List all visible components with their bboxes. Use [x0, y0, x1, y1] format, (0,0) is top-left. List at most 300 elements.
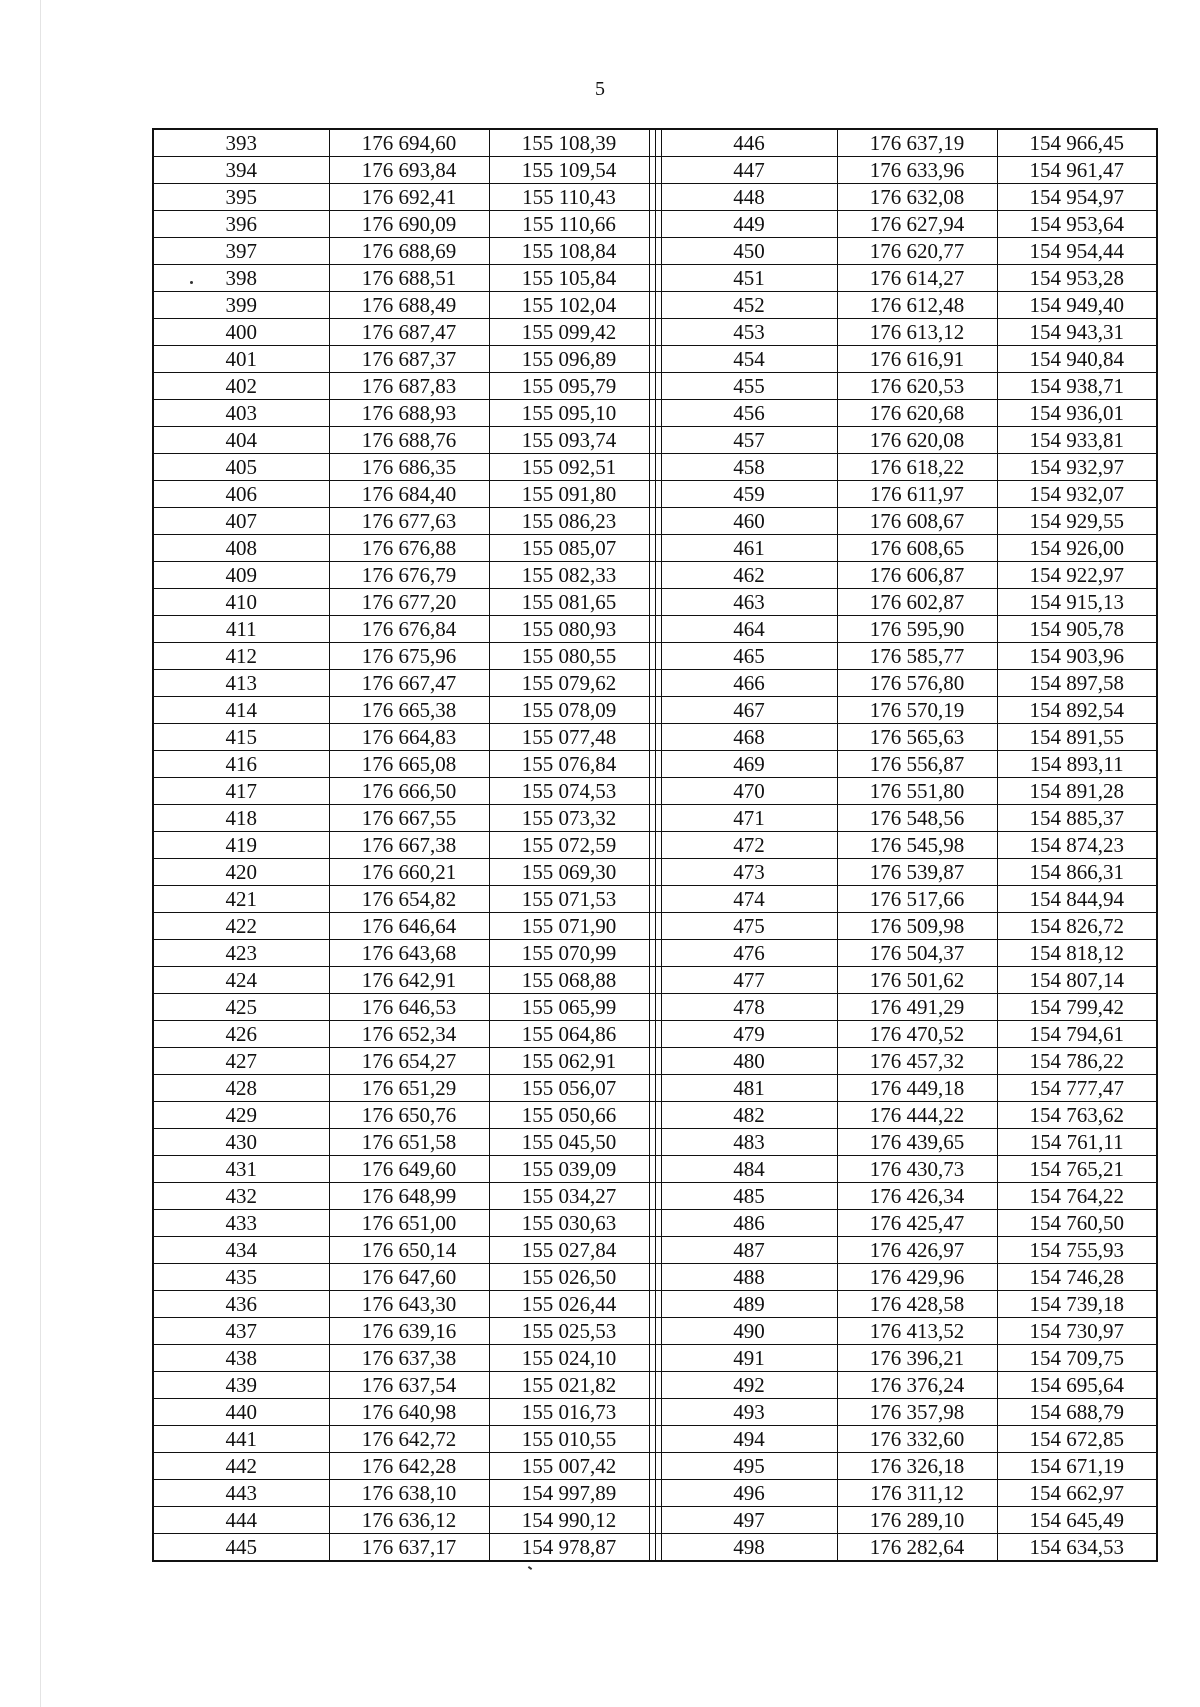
table-row: [153, 1480, 1157, 1507]
table-row: [153, 1372, 1157, 1399]
stray-tick-mark: [528, 1566, 532, 1570]
right-y-coordinate-cell: 154 891,55: [997, 724, 1157, 751]
left-x-coordinate-cell: 176 637,17: [329, 1534, 489, 1562]
right-point-number-cell: 449: [661, 211, 837, 238]
left-x-coordinate-cell: 176 640,98: [329, 1399, 489, 1426]
table-row: [153, 1075, 1157, 1102]
left-point-number-cell: 440: [153, 1399, 329, 1426]
left-y-coordinate-cell: 155 073,32: [489, 805, 649, 832]
left-point-number-cell: 429: [153, 1102, 329, 1129]
left-point-number-cell: 439: [153, 1372, 329, 1399]
left-point-number-cell: 428: [153, 1075, 329, 1102]
right-x-coordinate-cell: 176 545,98: [837, 832, 997, 859]
left-point-number-cell: 426: [153, 1021, 329, 1048]
left-x-coordinate-cell: 176 688,49: [329, 292, 489, 319]
left-x-coordinate-cell: 176 667,38: [329, 832, 489, 859]
left-point-number-cell: 398: [153, 265, 329, 292]
right-x-coordinate-cell: 176 548,56: [837, 805, 997, 832]
right-x-coordinate-cell: 176 565,63: [837, 724, 997, 751]
right-point-number-cell: 448: [661, 184, 837, 211]
right-x-coordinate-cell: 176 637,19: [837, 129, 997, 157]
left-y-coordinate-cell: 155 092,51: [489, 454, 649, 481]
left-point-number-cell: 394: [153, 157, 329, 184]
left-y-coordinate-cell: 155 099,42: [489, 319, 649, 346]
right-x-coordinate-cell: 176 311,12: [837, 1480, 997, 1507]
left-y-coordinate-cell: 155 076,84: [489, 751, 649, 778]
table-row: [153, 184, 1157, 211]
right-y-coordinate-cell: 154 954,97: [997, 184, 1157, 211]
table-row: [153, 1345, 1157, 1372]
right-y-coordinate-cell: 154 874,23: [997, 832, 1157, 859]
left-y-coordinate-cell: 155 025,53: [489, 1318, 649, 1345]
left-point-number-cell: 413: [153, 670, 329, 697]
left-x-coordinate-cell: 176 692,41: [329, 184, 489, 211]
right-y-coordinate-cell: 154 671,19: [997, 1453, 1157, 1480]
right-x-coordinate-cell: 176 633,96: [837, 157, 997, 184]
right-x-coordinate-cell: 176 326,18: [837, 1453, 997, 1480]
right-y-coordinate-cell: 154 926,00: [997, 535, 1157, 562]
right-point-number-cell: 497: [661, 1507, 837, 1534]
right-point-number-cell: 469: [661, 751, 837, 778]
right-x-coordinate-cell: 176 426,34: [837, 1183, 997, 1210]
right-y-coordinate-cell: 154 662,97: [997, 1480, 1157, 1507]
table-row: [153, 1426, 1157, 1453]
right-x-coordinate-cell: 176 620,08: [837, 427, 997, 454]
right-y-coordinate-cell: 154 932,07: [997, 481, 1157, 508]
right-y-coordinate-cell: 154 897,58: [997, 670, 1157, 697]
right-point-number-cell: 446: [661, 129, 837, 157]
left-point-number-cell: 399: [153, 292, 329, 319]
right-point-number-cell: 488: [661, 1264, 837, 1291]
right-y-coordinate-cell: 154 844,94: [997, 886, 1157, 913]
right-y-coordinate-cell: 154 695,64: [997, 1372, 1157, 1399]
left-x-coordinate-cell: 176 688,93: [329, 400, 489, 427]
right-point-number-cell: 454: [661, 346, 837, 373]
table-row: [153, 1318, 1157, 1345]
left-y-coordinate-cell: 155 077,48: [489, 724, 649, 751]
right-y-coordinate-cell: 154 709,75: [997, 1345, 1157, 1372]
table-row: [153, 265, 1157, 292]
right-y-coordinate-cell: 154 866,31: [997, 859, 1157, 886]
right-point-number-cell: 475: [661, 913, 837, 940]
left-y-coordinate-cell: 154 997,89: [489, 1480, 649, 1507]
right-x-coordinate-cell: 176 332,60: [837, 1426, 997, 1453]
right-x-coordinate-cell: 176 413,52: [837, 1318, 997, 1345]
left-x-coordinate-cell: 176 651,00: [329, 1210, 489, 1237]
right-x-coordinate-cell: 176 457,32: [837, 1048, 997, 1075]
left-x-coordinate-cell: 176 636,12: [329, 1507, 489, 1534]
right-x-coordinate-cell: 176 504,37: [837, 940, 997, 967]
right-y-coordinate-cell: 154 915,13: [997, 589, 1157, 616]
table-row: [153, 427, 1157, 454]
table-row: [153, 562, 1157, 589]
left-point-number-cell: 401: [153, 346, 329, 373]
right-point-number-cell: 489: [661, 1291, 837, 1318]
right-x-coordinate-cell: 176 608,65: [837, 535, 997, 562]
right-y-coordinate-cell: 154 892,54: [997, 697, 1157, 724]
left-x-coordinate-cell: 176 693,84: [329, 157, 489, 184]
left-point-number-cell: 418: [153, 805, 329, 832]
right-point-number-cell: 455: [661, 373, 837, 400]
left-y-coordinate-cell: 155 085,07: [489, 535, 649, 562]
right-y-coordinate-cell: 154 885,37: [997, 805, 1157, 832]
left-y-coordinate-cell: 154 978,87: [489, 1534, 649, 1562]
left-point-number-cell: 414: [153, 697, 329, 724]
right-point-number-cell: 452: [661, 292, 837, 319]
right-x-coordinate-cell: 176 444,22: [837, 1102, 997, 1129]
left-y-coordinate-cell: 155 082,33: [489, 562, 649, 589]
right-x-coordinate-cell: 176 501,62: [837, 967, 997, 994]
left-y-coordinate-cell: 155 030,63: [489, 1210, 649, 1237]
left-point-number-cell: 395: [153, 184, 329, 211]
right-y-coordinate-cell: 154 953,64: [997, 211, 1157, 238]
table-row: [153, 1129, 1157, 1156]
left-point-number-cell: 443: [153, 1480, 329, 1507]
right-point-number-cell: 487: [661, 1237, 837, 1264]
left-x-coordinate-cell: 176 690,09: [329, 211, 489, 238]
right-point-number-cell: 458: [661, 454, 837, 481]
left-x-coordinate-cell: 176 648,99: [329, 1183, 489, 1210]
right-x-coordinate-cell: 176 282,64: [837, 1534, 997, 1562]
right-point-number-cell: 471: [661, 805, 837, 832]
left-x-coordinate-cell: 176 660,21: [329, 859, 489, 886]
left-x-coordinate-cell: 176 649,60: [329, 1156, 489, 1183]
right-y-coordinate-cell: 154 953,28: [997, 265, 1157, 292]
table-row: [153, 508, 1157, 535]
right-point-number-cell: 496: [661, 1480, 837, 1507]
left-point-number-cell: 433: [153, 1210, 329, 1237]
table-row: [153, 481, 1157, 508]
table-row: [153, 643, 1157, 670]
table-row: [153, 778, 1157, 805]
table-row: [153, 670, 1157, 697]
right-y-coordinate-cell: 154 761,11: [997, 1129, 1157, 1156]
left-y-coordinate-cell: 155 095,79: [489, 373, 649, 400]
left-point-number-cell: 410: [153, 589, 329, 616]
left-x-coordinate-cell: 176 642,91: [329, 967, 489, 994]
right-y-coordinate-cell: 154 922,97: [997, 562, 1157, 589]
table-row: [153, 454, 1157, 481]
table-row: [153, 373, 1157, 400]
table-row: [153, 1453, 1157, 1480]
left-x-coordinate-cell: 176 677,63: [329, 508, 489, 535]
left-point-number-cell: 416: [153, 751, 329, 778]
left-x-coordinate-cell: 176 676,79: [329, 562, 489, 589]
right-point-number-cell: 482: [661, 1102, 837, 1129]
table-row: [153, 1291, 1157, 1318]
right-x-coordinate-cell: 176 539,87: [837, 859, 997, 886]
left-x-coordinate-cell: 176 652,34: [329, 1021, 489, 1048]
left-y-coordinate-cell: 155 105,84: [489, 265, 649, 292]
table-row: [153, 1399, 1157, 1426]
left-y-coordinate-cell: 155 034,27: [489, 1183, 649, 1210]
right-point-number-cell: 466: [661, 670, 837, 697]
right-y-coordinate-cell: 154 799,42: [997, 994, 1157, 1021]
left-x-coordinate-cell: 176 675,96: [329, 643, 489, 670]
right-x-coordinate-cell: 176 426,97: [837, 1237, 997, 1264]
right-x-coordinate-cell: 176 576,80: [837, 670, 997, 697]
left-y-coordinate-cell: 155 045,50: [489, 1129, 649, 1156]
right-y-coordinate-cell: 154 645,49: [997, 1507, 1157, 1534]
right-y-coordinate-cell: 154 807,14: [997, 967, 1157, 994]
left-x-coordinate-cell: 176 694,60: [329, 129, 489, 157]
right-y-coordinate-cell: 154 764,22: [997, 1183, 1157, 1210]
left-point-number-cell: 431: [153, 1156, 329, 1183]
right-y-coordinate-cell: 154 954,44: [997, 238, 1157, 265]
left-point-number-cell: 397: [153, 238, 329, 265]
left-y-coordinate-cell: 155 093,74: [489, 427, 649, 454]
table-row: [153, 1156, 1157, 1183]
table-row: [153, 1210, 1157, 1237]
left-x-coordinate-cell: 176 638,10: [329, 1480, 489, 1507]
right-x-coordinate-cell: 176 612,48: [837, 292, 997, 319]
table-row: [153, 994, 1157, 1021]
right-x-coordinate-cell: 176 509,98: [837, 913, 997, 940]
right-point-number-cell: 479: [661, 1021, 837, 1048]
left-point-number-cell: 442: [153, 1453, 329, 1480]
left-x-coordinate-cell: 176 688,51: [329, 265, 489, 292]
left-x-coordinate-cell: 176 637,54: [329, 1372, 489, 1399]
right-point-number-cell: 453: [661, 319, 837, 346]
right-y-coordinate-cell: 154 765,21: [997, 1156, 1157, 1183]
left-y-coordinate-cell: 155 062,91: [489, 1048, 649, 1075]
right-y-coordinate-cell: 154 893,11: [997, 751, 1157, 778]
left-point-number-cell: 393: [153, 129, 329, 157]
right-y-coordinate-cell: 154 929,55: [997, 508, 1157, 535]
table-row: [153, 1102, 1157, 1129]
left-y-coordinate-cell: 155 096,89: [489, 346, 649, 373]
left-y-coordinate-cell: 155 021,82: [489, 1372, 649, 1399]
right-point-number-cell: 461: [661, 535, 837, 562]
left-x-coordinate-cell: 176 651,29: [329, 1075, 489, 1102]
left-x-coordinate-cell: 176 676,84: [329, 616, 489, 643]
right-point-number-cell: 470: [661, 778, 837, 805]
right-point-number-cell: 447: [661, 157, 837, 184]
table-row: [153, 616, 1157, 643]
right-point-number-cell: 459: [661, 481, 837, 508]
left-x-coordinate-cell: 176 651,58: [329, 1129, 489, 1156]
right-x-coordinate-cell: 176 439,65: [837, 1129, 997, 1156]
right-x-coordinate-cell: 176 429,96: [837, 1264, 997, 1291]
right-x-coordinate-cell: 176 585,77: [837, 643, 997, 670]
left-y-coordinate-cell: 155 064,86: [489, 1021, 649, 1048]
right-point-number-cell: 467: [661, 697, 837, 724]
right-point-number-cell: 477: [661, 967, 837, 994]
right-x-coordinate-cell: 176 620,53: [837, 373, 997, 400]
left-y-coordinate-cell: 155 078,09: [489, 697, 649, 724]
right-y-coordinate-cell: 154 949,40: [997, 292, 1157, 319]
table-row: [153, 940, 1157, 967]
left-y-coordinate-cell: 155 079,62: [489, 670, 649, 697]
right-point-number-cell: 481: [661, 1075, 837, 1102]
right-x-coordinate-cell: 176 620,68: [837, 400, 997, 427]
table-row: [153, 1264, 1157, 1291]
left-point-number-cell: 400: [153, 319, 329, 346]
right-x-coordinate-cell: 176 425,47: [837, 1210, 997, 1237]
right-x-coordinate-cell: 176 491,29: [837, 994, 997, 1021]
table-row: [153, 832, 1157, 859]
right-y-coordinate-cell: 154 688,79: [997, 1399, 1157, 1426]
right-point-number-cell: 457: [661, 427, 837, 454]
table-row: [153, 157, 1157, 184]
left-x-coordinate-cell: 176 664,83: [329, 724, 489, 751]
table-row: [153, 913, 1157, 940]
left-x-coordinate-cell: 176 654,27: [329, 1048, 489, 1075]
table-row: [153, 129, 1157, 157]
left-y-coordinate-cell: 155 091,80: [489, 481, 649, 508]
table-row: [153, 535, 1157, 562]
right-point-number-cell: 485: [661, 1183, 837, 1210]
left-point-number-cell: 427: [153, 1048, 329, 1075]
left-y-coordinate-cell: 155 081,65: [489, 589, 649, 616]
left-x-coordinate-cell: 176 639,16: [329, 1318, 489, 1345]
table-row: [153, 1021, 1157, 1048]
right-x-coordinate-cell: 176 570,19: [837, 697, 997, 724]
table-row: [153, 724, 1157, 751]
left-x-coordinate-cell: 176 637,38: [329, 1345, 489, 1372]
left-y-coordinate-cell: 155 109,54: [489, 157, 649, 184]
left-x-coordinate-cell: 176 646,53: [329, 994, 489, 1021]
left-point-number-cell: 408: [153, 535, 329, 562]
left-point-number-cell: 430: [153, 1129, 329, 1156]
right-point-number-cell: 478: [661, 994, 837, 1021]
right-x-coordinate-cell: 176 620,77: [837, 238, 997, 265]
right-x-coordinate-cell: 176 595,90: [837, 616, 997, 643]
left-y-coordinate-cell: 155 095,10: [489, 400, 649, 427]
right-y-coordinate-cell: 154 961,47: [997, 157, 1157, 184]
left-point-number-cell: 405: [153, 454, 329, 481]
table-row: [153, 346, 1157, 373]
left-y-coordinate-cell: 154 990,12: [489, 1507, 649, 1534]
right-point-number-cell: 473: [661, 859, 837, 886]
left-point-number-cell: 425: [153, 994, 329, 1021]
left-point-number-cell: 412: [153, 643, 329, 670]
left-x-coordinate-cell: 176 650,76: [329, 1102, 489, 1129]
right-x-coordinate-cell: 176 470,52: [837, 1021, 997, 1048]
right-y-coordinate-cell: 154 730,97: [997, 1318, 1157, 1345]
right-point-number-cell: 464: [661, 616, 837, 643]
left-x-coordinate-cell: 176 665,08: [329, 751, 489, 778]
right-x-coordinate-cell: 176 428,58: [837, 1291, 997, 1318]
left-point-number-cell: 422: [153, 913, 329, 940]
left-x-coordinate-cell: 176 642,28: [329, 1453, 489, 1480]
left-point-number-cell: 407: [153, 508, 329, 535]
table-row: [153, 697, 1157, 724]
left-x-coordinate-cell: 176 666,50: [329, 778, 489, 805]
left-point-number-cell: 423: [153, 940, 329, 967]
right-x-coordinate-cell: 176 396,21: [837, 1345, 997, 1372]
left-point-number-cell: 437: [153, 1318, 329, 1345]
right-x-coordinate-cell: 176 627,94: [837, 211, 997, 238]
right-point-number-cell: 463: [661, 589, 837, 616]
left-y-coordinate-cell: 155 080,93: [489, 616, 649, 643]
table-row: [153, 211, 1157, 238]
right-y-coordinate-cell: 154 905,78: [997, 616, 1157, 643]
right-y-coordinate-cell: 154 755,93: [997, 1237, 1157, 1264]
left-y-coordinate-cell: 155 056,07: [489, 1075, 649, 1102]
page-number: [0, 77, 1200, 101]
right-x-coordinate-cell: 176 357,98: [837, 1399, 997, 1426]
left-x-coordinate-cell: 176 654,82: [329, 886, 489, 913]
left-x-coordinate-cell: 176 687,37: [329, 346, 489, 373]
right-point-number-cell: 492: [661, 1372, 837, 1399]
right-y-coordinate-cell: 154 940,84: [997, 346, 1157, 373]
left-y-coordinate-cell: 155 050,66: [489, 1102, 649, 1129]
right-x-coordinate-cell: 176 616,91: [837, 346, 997, 373]
left-x-coordinate-cell: 176 667,47: [329, 670, 489, 697]
table-row: [153, 859, 1157, 886]
left-x-coordinate-cell: 176 646,64: [329, 913, 489, 940]
right-x-coordinate-cell: 176 289,10: [837, 1507, 997, 1534]
right-x-coordinate-cell: 176 608,67: [837, 508, 997, 535]
right-x-coordinate-cell: 176 430,73: [837, 1156, 997, 1183]
right-y-coordinate-cell: 154 933,81: [997, 427, 1157, 454]
table-row: [153, 805, 1157, 832]
right-point-number-cell: 480: [661, 1048, 837, 1075]
left-y-coordinate-cell: 155 074,53: [489, 778, 649, 805]
right-y-coordinate-cell: 154 763,62: [997, 1102, 1157, 1129]
left-point-number-cell: 406: [153, 481, 329, 508]
right-x-coordinate-cell: 176 613,12: [837, 319, 997, 346]
coordinates-table-body: [153, 129, 1157, 1561]
left-point-number-cell: 411: [153, 616, 329, 643]
left-point-number-cell: 415: [153, 724, 329, 751]
right-point-number-cell: 493: [661, 1399, 837, 1426]
page-number-text: 5: [595, 78, 605, 100]
left-point-number-cell: 444: [153, 1507, 329, 1534]
left-y-coordinate-cell: 155 010,55: [489, 1426, 649, 1453]
right-point-number-cell: 450: [661, 238, 837, 265]
table-row: [153, 589, 1157, 616]
right-x-coordinate-cell: 176 611,97: [837, 481, 997, 508]
right-point-number-cell: 476: [661, 940, 837, 967]
table-row: [153, 1507, 1157, 1534]
left-x-coordinate-cell: 176 688,76: [329, 427, 489, 454]
left-point-number-cell: 435: [153, 1264, 329, 1291]
left-y-coordinate-cell: 155 108,39: [489, 129, 649, 157]
left-y-coordinate-cell: 155 080,55: [489, 643, 649, 670]
left-x-coordinate-cell: 176 642,72: [329, 1426, 489, 1453]
left-y-coordinate-cell: 155 007,42: [489, 1453, 649, 1480]
right-x-coordinate-cell: 176 632,08: [837, 184, 997, 211]
table-row: [153, 400, 1157, 427]
right-y-coordinate-cell: 154 932,97: [997, 454, 1157, 481]
left-x-coordinate-cell: 176 643,30: [329, 1291, 489, 1318]
left-x-coordinate-cell: 176 665,38: [329, 697, 489, 724]
left-y-coordinate-cell: 155 065,99: [489, 994, 649, 1021]
left-point-number-cell: 441: [153, 1426, 329, 1453]
left-point-number-cell: 402: [153, 373, 329, 400]
right-y-coordinate-cell: 154 943,31: [997, 319, 1157, 346]
right-y-coordinate-cell: 154 818,12: [997, 940, 1157, 967]
right-y-coordinate-cell: 154 746,28: [997, 1264, 1157, 1291]
left-y-coordinate-cell: 155 071,90: [489, 913, 649, 940]
right-y-coordinate-cell: 154 966,45: [997, 129, 1157, 157]
left-point-number-cell: 438: [153, 1345, 329, 1372]
left-point-number-cell: 409: [153, 562, 329, 589]
left-y-coordinate-cell: 155 086,23: [489, 508, 649, 535]
table-row: [153, 967, 1157, 994]
right-point-number-cell: 491: [661, 1345, 837, 1372]
table-row: [153, 238, 1157, 265]
left-x-coordinate-cell: 176 647,60: [329, 1264, 489, 1291]
left-point-number-cell: 421: [153, 886, 329, 913]
left-y-coordinate-cell: 155 068,88: [489, 967, 649, 994]
right-y-coordinate-cell: 154 938,71: [997, 373, 1157, 400]
right-x-coordinate-cell: 176 614,27: [837, 265, 997, 292]
right-x-coordinate-cell: 176 606,87: [837, 562, 997, 589]
left-point-number-cell: 445: [153, 1534, 329, 1562]
